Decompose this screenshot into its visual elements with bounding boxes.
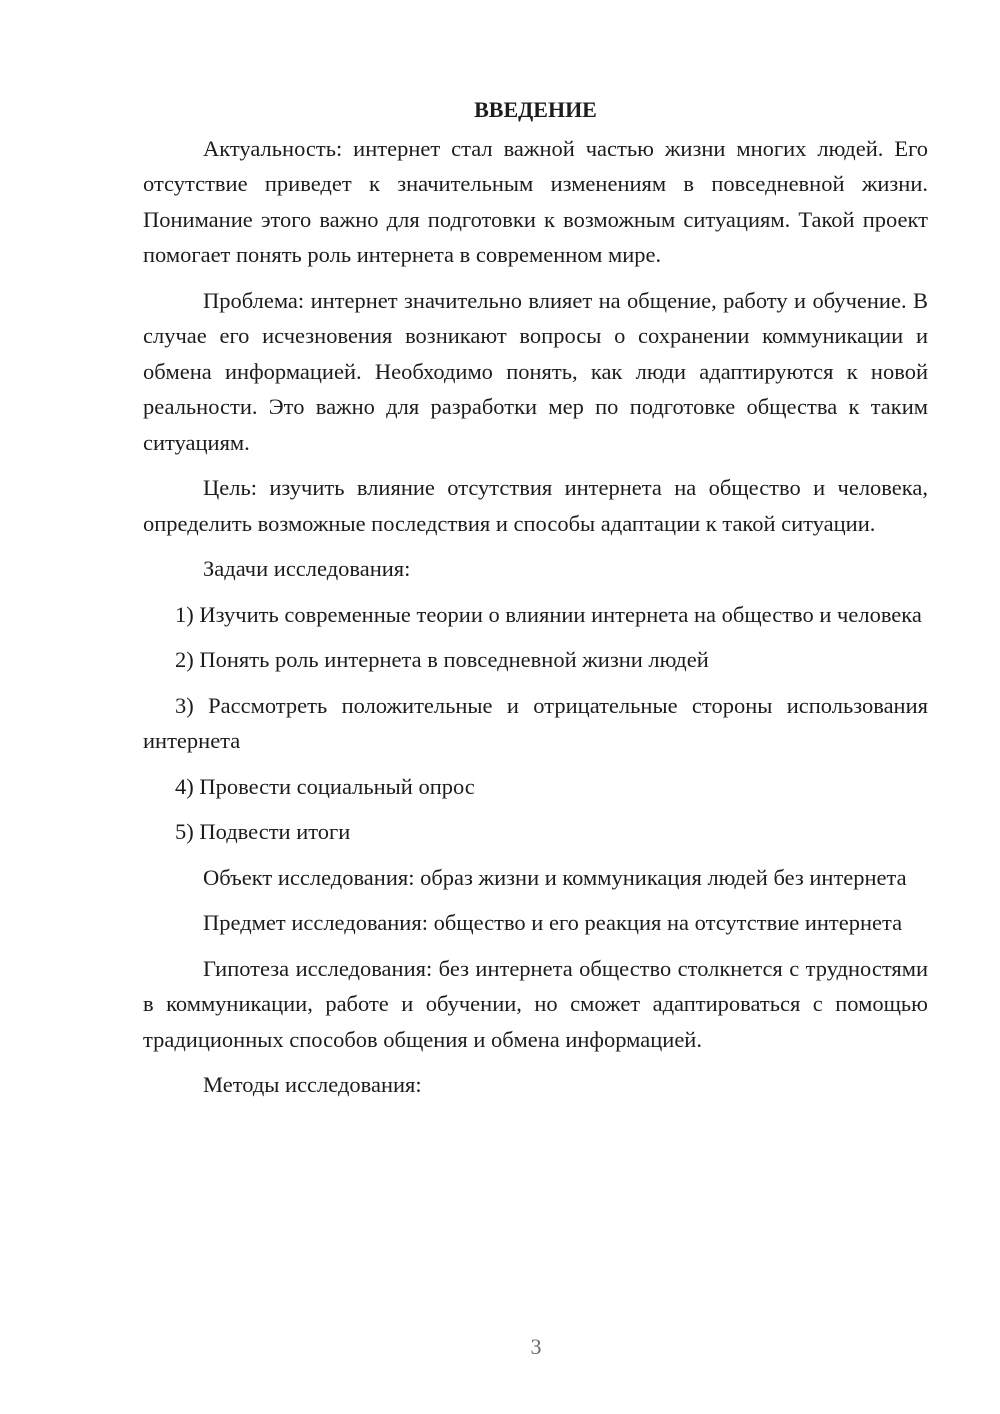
tasks-heading: Задачи исследования: [203,556,411,581]
task-item-1: 1) Изучить современные теории о влиянии интернета на общество и человека [175,601,922,627]
paragraph-relevance: Актуальность: интернет стал важной частью жизни многих людей. Его отсутствие приведет к значительным изменениям в повседневной жизни. Понимание этого важно для подготовки к возможным ситуациям. Такой проект помогает понять роль интернета в современном мире. [143,135,928,267]
task-item-5: 5) Подвести итоги [175,819,351,844]
methods-heading: Методы исследования: [203,1072,422,1097]
paragraph-goal: Цель: изучить влияние отсутствия интернета на общество и человека, определить возможные последствия и способы адаптации к такой ситуации. [143,475,928,536]
section-title: ВВЕДЕНИЕ [474,97,597,122]
page-number: 3 [530,1334,542,1359]
task-item-2: 2) Понять роль интернета в повседневной жизни людей [175,647,709,672]
paragraph-problem: Проблема: интернет значительно влияет на общение, работу и обучение. В случае его исчезновения возникают вопросы о сохранении коммуникации и обмена информацией. Необходимо понять, как люди адаптируются к новой реальности. Это важно для разработки мер по подготовке общества к таким ситуациям. [143,287,928,455]
task-item-4: 4) Провести социальный опрос [175,773,475,799]
paragraph-hypothesis: Гипотеза исследования: без интернета общество столкнется с трудностями в коммуникации, работе и обучении, но сможет адаптироваться с помощью традиционных способов общения и обмена информацией. [143,955,928,1052]
paragraph-object: Объект исследования: образ жизни и коммуникация людей без интернета [203,864,907,890]
paragraph-subject: Предмет исследования: общество и его реакция на отсутствие интернета [203,910,903,935]
page-content [143,92,928,1113]
task-item-3: 3) Рассмотреть положительные и отрицательные стороны использования интернета [143,692,928,753]
